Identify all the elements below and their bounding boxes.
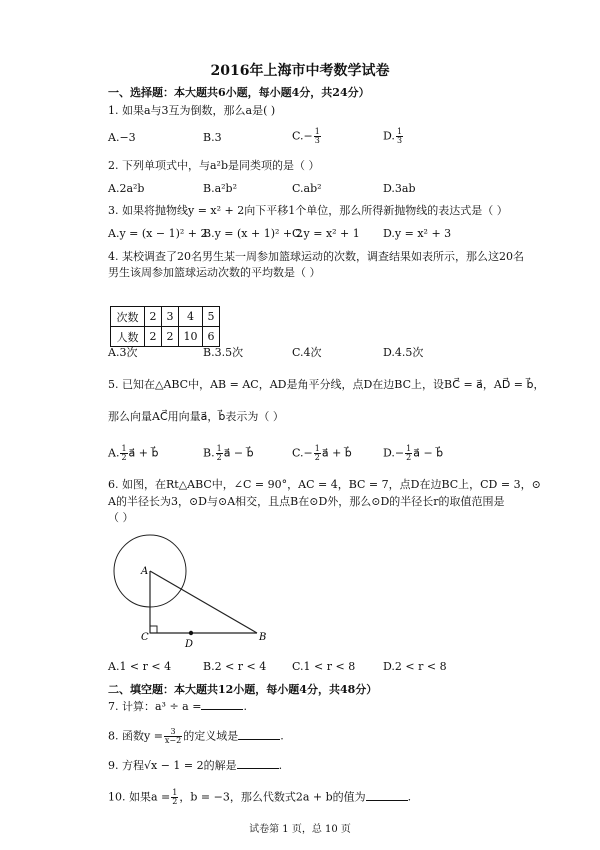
- answer-blank[interactable]: [366, 791, 408, 801]
- question-4-option-b[interactable]: B.3.5次: [203, 346, 244, 359]
- question-3-stem: 3. 如果将抛物线y = x² + 2向下平移1个单位，那么所得新抛物线的表达式是（ ）: [108, 204, 508, 217]
- question-6-option-a[interactable]: A.1 < r < 4: [108, 660, 172, 673]
- option-tail: a⃗ + b⃗: [321, 446, 352, 460]
- table-cell: 5: [203, 307, 220, 327]
- answer-blank[interactable]: [237, 759, 279, 769]
- question-5-option-a[interactable]: [108, 445, 158, 462]
- table-row-header: 次数: [111, 307, 145, 327]
- label-c: C: [141, 632, 149, 643]
- question-4-option-a[interactable]: A.3次: [108, 346, 138, 359]
- fraction: $\frac{1}{2}$: [172, 788, 178, 806]
- question-2-stem: 2. 下列单项式中，与a²b是同类项的是（ ）: [108, 159, 320, 172]
- answer-blank[interactable]: [201, 700, 243, 710]
- question-4-option-d[interactable]: D.4.5次: [383, 346, 424, 359]
- question-2-option-c[interactable]: C.ab²: [292, 182, 322, 195]
- question-3-option-d[interactable]: D.y = x² + 3: [383, 227, 452, 240]
- table-row: [111, 327, 220, 347]
- label-a: A: [141, 566, 149, 577]
- question-6-option-b[interactable]: B.2 < r < 4: [203, 660, 267, 673]
- table-cell: 2: [162, 327, 179, 347]
- option-prefix: C.−: [292, 129, 313, 143]
- fraction: $\frac{1}{2}$: [406, 444, 412, 462]
- question-5-stem-line2: 那么向量AC⃗用向量a⃗，b⃗表示为（ ）: [108, 410, 284, 423]
- question-8: [108, 728, 284, 745]
- period: .: [278, 759, 283, 772]
- question-7-stem: 7. 计算：a³ ÷ a =: [108, 700, 202, 713]
- option-prefix: D.−: [383, 446, 405, 460]
- segment-ab: [150, 571, 257, 633]
- table-cell: 2: [145, 327, 162, 347]
- question-4-stem-line2: 男生该周参加篮球运动次数的平均数是（ ）: [108, 266, 321, 279]
- period: .: [243, 700, 247, 713]
- question-1-option-c[interactable]: [292, 128, 322, 145]
- question-2-option-a[interactable]: A.2a²b: [108, 182, 145, 195]
- table-cell: 6: [203, 327, 220, 347]
- table-row: [111, 307, 220, 327]
- question-1-stem: 1. 如果a与3互为倒数，那么a是( ): [108, 104, 276, 117]
- question-8-stem-b: 的定义域是: [183, 729, 239, 743]
- question-7: [108, 700, 247, 714]
- option-prefix: B.: [203, 446, 215, 460]
- table-cell: 3: [162, 307, 179, 327]
- question-5-option-b[interactable]: [203, 445, 254, 462]
- option-prefix: D.: [383, 129, 395, 143]
- fraction: $\frac{1}{3}$: [396, 127, 403, 145]
- fraction: $\frac{3}{x-2}$: [164, 727, 182, 745]
- question-5-stem-line1: 5. 已知在△ABC中，AB = AC，AD是角平分线，点D在边BC上，设BC⃗ = a⃗，AD⃗ = b⃗，: [108, 378, 545, 391]
- question-8-stem-a: 8. 函数y =: [108, 729, 163, 743]
- label-b: B: [259, 632, 267, 643]
- table-cell: 2: [145, 307, 162, 327]
- question-2-option-b[interactable]: B.a²b²: [203, 182, 237, 195]
- question-6-stem-line3: （ ）: [108, 511, 134, 524]
- point-d: [189, 631, 193, 635]
- right-angle-mark: [150, 626, 157, 633]
- section-heading-fill: 二、填空题：本大题共12小题，每小题4分，共48分）: [108, 683, 378, 696]
- option-prefix: C.−: [292, 446, 313, 460]
- table-cell: 10: [179, 327, 203, 347]
- question-1-option-a[interactable]: A.−3: [108, 131, 136, 144]
- question-6-option-d[interactable]: D.2 < r < 8: [383, 660, 447, 673]
- section-heading-choice: 一、选择题：本大题共6小题，每小题4分，共24分）: [108, 86, 370, 99]
- question-4-option-c[interactable]: C.4次: [292, 346, 322, 359]
- question-3-option-c[interactable]: C.y = x² + 1: [292, 227, 360, 240]
- table-cell: 4: [179, 307, 203, 327]
- page-footer: 试卷第 1 页，总 10 页: [249, 824, 351, 835]
- question-6-stem-line1: 6. 如图，在Rt△ABC中，∠C = 90°，AC = 4，BC = 7，点D在边BC上，CD = 3，⊙: [108, 478, 541, 491]
- option-tail: a⃗ − b⃗: [223, 446, 254, 460]
- option-tail: a⃗ − b⃗: [413, 446, 444, 460]
- question-1-option-b[interactable]: B.3: [203, 131, 222, 144]
- question-2-option-d[interactable]: D.3ab: [383, 182, 416, 195]
- triangle-circle-figure: [105, 530, 285, 650]
- question-10-stem-b: ，b = −3，那么代数式2a + b的值为: [179, 790, 366, 804]
- question-9-stem: 9. 方程√x − 1 = 2的解是: [108, 759, 237, 772]
- question-10: [108, 789, 411, 806]
- question-1-option-d[interactable]: [383, 128, 404, 145]
- fraction: $\frac{1}{2}$: [216, 444, 222, 462]
- fraction: $\frac{1}{2}$: [121, 444, 127, 462]
- period: .: [407, 790, 412, 804]
- option-prefix: A.: [108, 446, 120, 460]
- question-6-stem-line2: A的半径长为3，⊙D与⊙A相交，且点B在⊙D外，那么⊙D的半径长r的取值范围是: [108, 495, 505, 508]
- question-3-option-b[interactable]: B.y = (x + 1)² + 2: [203, 227, 303, 240]
- question-3-option-a[interactable]: A.y = (x − 1)² + 2: [108, 227, 208, 240]
- question-9: [108, 759, 282, 773]
- option-tail: a⃗ + b⃗: [128, 446, 159, 460]
- question-4-stem-line1: 4. 某校调查了20名男生某一周参加篮球运动的次数，调查结果如表所示，那么这20名: [108, 250, 524, 263]
- label-d: D: [185, 639, 194, 650]
- page-title: 2016年上海市中考数学试卷: [210, 63, 390, 79]
- question-10-stem-a: 10. 如果a =: [108, 790, 171, 804]
- fraction: $\frac{1}{2}$: [314, 444, 320, 462]
- question-6-option-c[interactable]: C.1 < r < 8: [292, 660, 356, 673]
- fraction: $\frac{1}{3}$: [314, 127, 320, 145]
- answer-blank[interactable]: [238, 730, 280, 740]
- frequency-table: [110, 306, 220, 347]
- table-row-header: 人数: [111, 327, 145, 347]
- question-5-option-d[interactable]: [383, 445, 443, 462]
- period: .: [280, 729, 284, 743]
- question-5-option-c[interactable]: [292, 445, 352, 462]
